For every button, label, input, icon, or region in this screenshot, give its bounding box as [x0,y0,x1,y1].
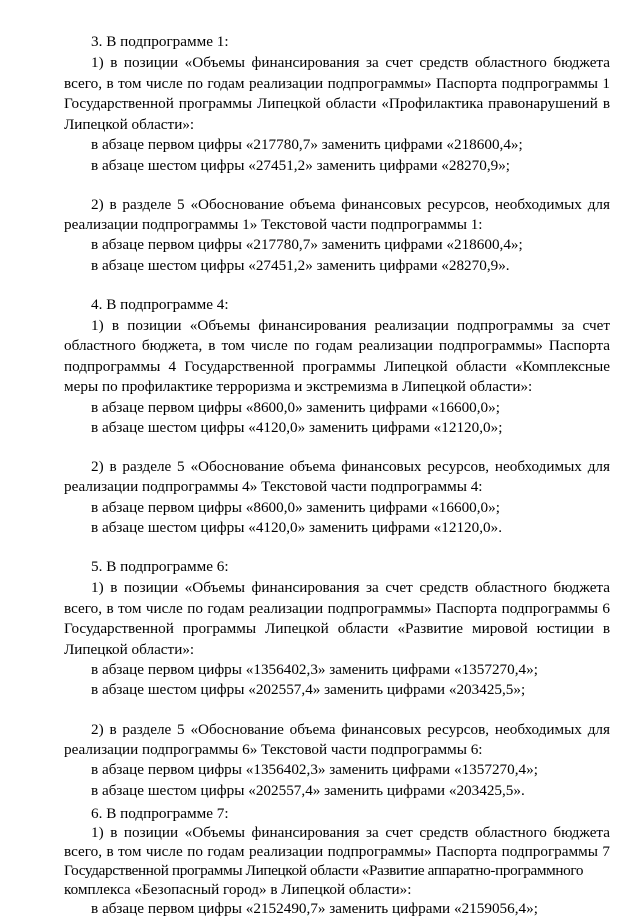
section-3-item-1-change-a: в абзаце первом цифры «217780,7» заменить цифрами «218600,4»; [91,136,523,153]
section-5-item-2-change-a: в абзаце первом цифры «1356402,3» заменить цифрами «1357270,4»; [91,761,538,778]
section-4-item-2-change-b: в абзаце шестом цифры «4120,0» заменить цифрами «12120,0». [91,519,503,536]
section-6-item-1-line-4: комплекса «Безопасный город» в Липецкой области»: [64,881,412,898]
section-6-item-1-line-3: Государственной программы Липецкой области «Развитие аппаратно-программного [64,862,584,879]
section-5-item-2-line-2: реализации подпрограммы 6» Текстовой части подпрограммы 6: [64,741,483,758]
section-5-item-2-line-1: 2) в разделе 5 «Обоснование объема финансовых ресурсов, необходимых для [91,721,610,738]
section-4-item-1-line-1: 1) в позиции «Объемы финансирования реализации подпрограммы за счет [91,317,610,334]
section-4-item-1-line-2: областного бюджета, в том числе по годам реализации подпрограммы» Паспорта [64,337,610,354]
section-3-item-1-change-b: в абзаце шестом цифры «27451,2» заменить цифрами «28270,9»; [91,157,511,174]
section-5-item-1-line-2: всего, в том числе по годам реализации подпрограммы» Паспорта подпрограммы 6 [64,600,610,617]
section-3-heading: 3. В подпрограмме 1: [91,33,229,50]
section-6-item-1-line-2: всего, в том числе по годам реализации подпрограммы» Паспорта подпрограммы 7 [64,843,610,860]
section-3-item-1-line-2: всего, в том числе по годам реализации подпрограммы» Паспорта подпрограммы 1 [64,75,610,92]
section-6-item-1-line-1: 1) в позиции «Объемы финансирования за счет средств областного бюджета [91,824,610,841]
section-5-item-1-change-a: в абзаце первом цифры «1356402,3» заменить цифрами «1357270,4»; [91,661,538,678]
section-5-item-2-change-b: в абзаце шестом цифры «202557,4» заменить цифрами «203425,5». [91,782,525,799]
section-4-item-2-change-a: в абзаце первом цифры «8600,0» заменить цифрами «16600,0»; [91,499,500,516]
section-4-heading: 4. В подпрограмме 4: [91,296,229,313]
section-3-item-2-change-a: в абзаце первом цифры «217780,7» заменить цифрами «218600,4»; [91,236,523,253]
section-5-item-1-line-3: Государственной программы Липецкой области «Развитие мировой юстиции в [64,620,610,637]
section-5-item-1-line-4: Липецкой области»: [64,641,195,658]
section-4-item-1-line-4: меры по профилактике терроризма и экстремизма в Липецкой области»: [64,378,533,395]
section-6-item-1-change-a: в абзаце первом цифры «2152490,7» заменить цифрами «2159056,4»; [91,900,538,917]
section-3-item-1-line-1: 1) в позиции «Объемы финансирования за счет средств областного бюджета [91,54,610,71]
section-5-heading: 5. В подпрограмме 6: [91,558,229,575]
section-3-item-1-line-3: Государственной программы Липецкой области «Профилактика правонарушений в [64,95,610,112]
section-3-item-2-change-b: в абзаце шестом цифры «27451,2» заменить цифрами «28270,9». [91,257,510,274]
section-4-item-2-line-1: 2) в разделе 5 «Обоснование объема финансовых ресурсов, необходимых для [91,458,610,475]
section-3-item-1-line-4: Липецкой области»: [64,116,195,133]
section-3-item-2-line-1: 2) в разделе 5 «Обоснование объема финансовых ресурсов, необходимых для [91,196,610,213]
section-6-heading: 6. В подпрограмме 7: [91,805,229,822]
section-5-item-1-line-1: 1) в позиции «Объемы финансирования за счет средств областного бюджета [91,579,610,596]
section-4-item-2-line-2: реализации подпрограммы 4» Текстовой части подпрограммы 4: [64,478,483,495]
section-5-item-1-change-b: в абзаце шестом цифры «202557,4» заменить цифрами «203425,5»; [91,681,526,698]
section-4-item-1-change-a: в абзаце первом цифры «8600,0» заменить цифрами «16600,0»; [91,399,500,416]
section-4-item-1-change-b: в абзаце шестом цифры «4120,0» заменить цифрами «12120,0»; [91,419,503,436]
section-3-item-2-line-2: реализации подпрограммы 1» Текстовой части подпрограммы 1: [64,216,483,233]
section-4-item-1-line-3: подпрограммы 4 Государственной программы Липецкой области «Комплексные [64,358,610,375]
